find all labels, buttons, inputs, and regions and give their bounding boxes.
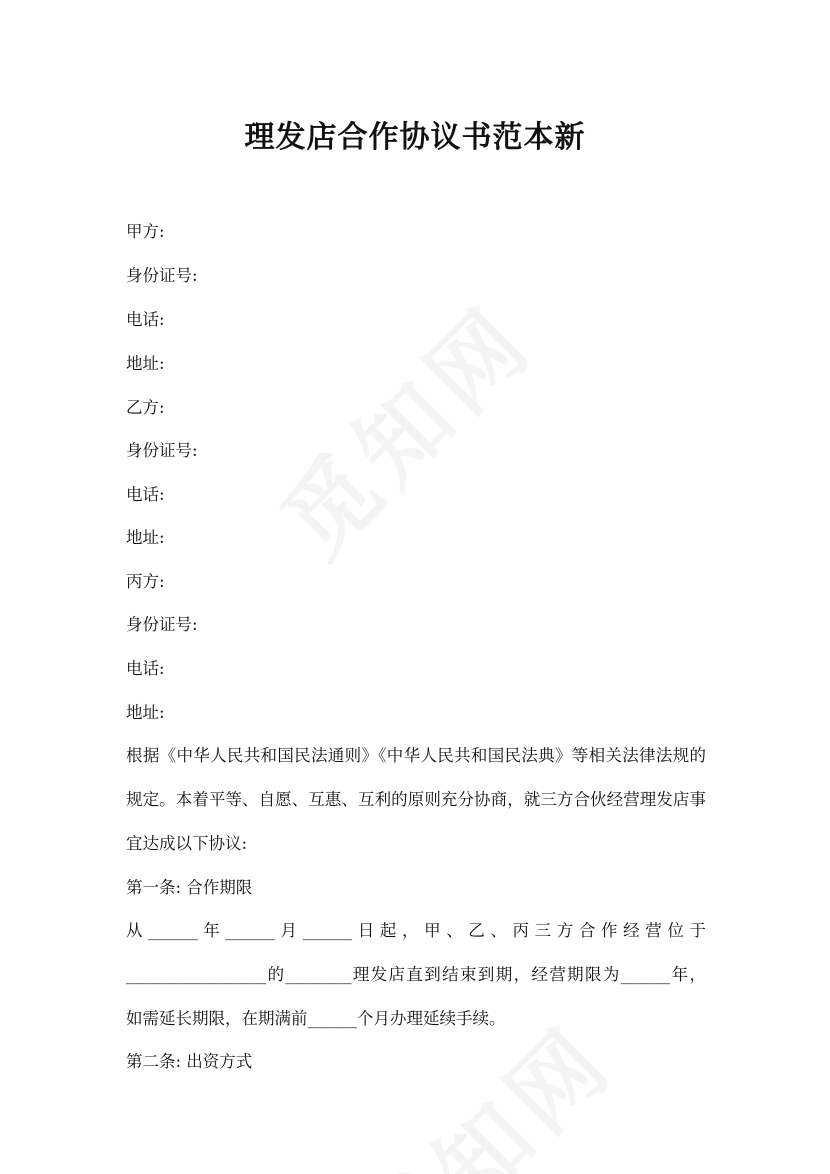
party-b-phone: 电话: xyxy=(126,485,165,504)
party-c-name: 丙方: xyxy=(126,572,165,591)
party-a-id: 身份证号: xyxy=(126,266,198,285)
party-c-id: 身份证号: xyxy=(126,615,198,634)
preamble-line: 宜达成以下协议: xyxy=(126,834,248,853)
party-a-address: 地址: xyxy=(126,354,165,373)
party-a-name: 甲方: xyxy=(126,222,165,241)
preamble-line: 根据《中华人民共和国民法通则》《中华人民共和国民法典》等相关法律法规的 xyxy=(126,746,706,765)
article-2-heading: 第二条: 出资方式 xyxy=(126,1052,253,1071)
article-1-line: 从______年______月______日起，甲、乙、丙三方合作经营位于 xyxy=(126,921,706,940)
document-title: 理发店合作协议书范本新 xyxy=(244,120,586,155)
party-b-name: 乙方: xyxy=(126,398,165,417)
party-b-id: 身份证号: xyxy=(126,441,198,460)
preamble-line: 规定。本着平等、自愿、互惠、互利的原则充分协商，就三方合伙经营理发店事 xyxy=(126,790,706,809)
article-1-line: _________________的________理发店直到结束到期，经营期限为______年， xyxy=(126,965,706,984)
article-1-line: 如需延长期限，在期满前______个月办理延续手续。 xyxy=(126,1009,506,1028)
party-c-address: 地址: xyxy=(126,703,165,722)
party-b-address: 地址: xyxy=(126,528,165,547)
article-1-heading: 第一条: 合作期限 xyxy=(126,878,253,897)
party-c-phone: 电话: xyxy=(126,659,165,678)
watermark xyxy=(248,271,558,581)
party-a-phone: 电话: xyxy=(126,310,165,329)
